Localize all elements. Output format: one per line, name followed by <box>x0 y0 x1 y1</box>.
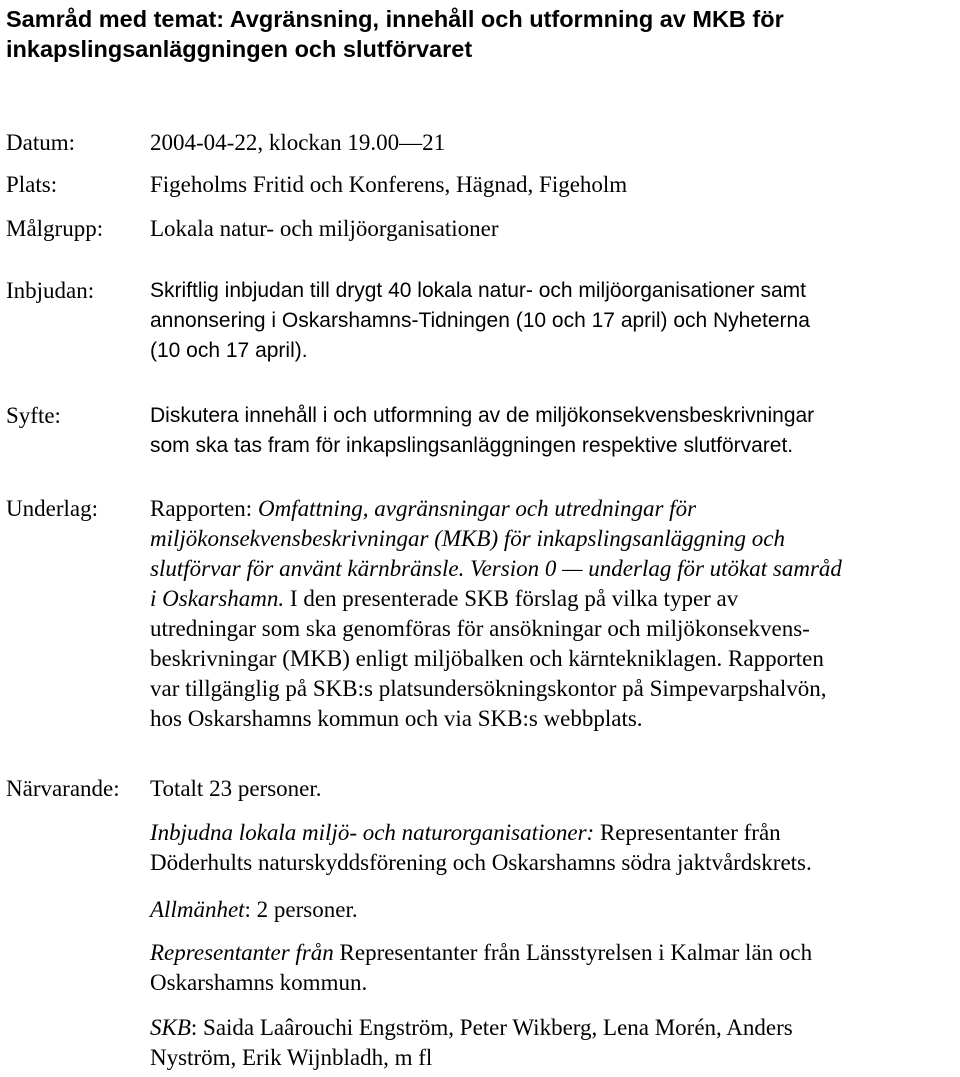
report-title: i Oskarshamn. <box>150 586 285 611</box>
attendees-skb <box>150 1013 955 1073</box>
inbjudan-line: (10 och 17 april). <box>150 339 308 362</box>
attendees-orgs <box>150 818 955 878</box>
attendees-skb-heading: SKB <box>150 1015 191 1040</box>
inbjudan-line: annonsering i Oskarshamns-Tidningen (10 och 17 april) och Nyheterna <box>150 309 810 332</box>
inbjudan-line: Skriftlig inbjudan till drygt 40 lokala natur- och miljöorganisationer samt <box>150 279 806 302</box>
report-title: Omfattning, avgränsningar och utredningar för <box>257 496 697 521</box>
document-title <box>6 4 946 64</box>
attendees-reps-text: Oskarshamns kommun. <box>150 970 368 995</box>
syfte-text <box>150 401 955 461</box>
attendees-reps <box>150 938 955 998</box>
underlag-line: utredningar som ska genomföras för ansökningar och miljökonsekvens- <box>150 616 810 641</box>
syfte-line: som ska tas fram för inkapslingsanläggningen respektive slutförvaret. <box>150 434 794 457</box>
narvarande-value: Totalt 23 personer. <box>150 776 322 801</box>
attendees-public <box>150 895 955 925</box>
attendees-skb-text: Nyström, Erik Wijnbladh, m fl <box>150 1045 433 1070</box>
attendees-skb-text: : Saida Laârouchi Engström, Peter Wikberg, Lena Morén, Anders <box>190 1015 793 1040</box>
title-line-2: inkapslingsanläggningen och slutförvaret <box>6 36 473 62</box>
underlag-label: Underlag: <box>6 496 98 521</box>
underlag-line: I den presenterade SKB förslag på vilka typer av <box>284 586 739 611</box>
underlag-line: beskrivningar (MKB) enligt miljöbalken och kärntekniklagen. Rapporten <box>150 646 824 671</box>
plats-value: Figeholms Fritid och Konferens, Hägnad, Figeholm <box>150 172 628 197</box>
attendees-public-text: : 2 personer. <box>244 897 358 922</box>
inbjudan-text <box>150 276 955 366</box>
report-title: slutförvar för använt kärnbränsle. Version 0 — underlag för utökat samråd <box>150 556 842 581</box>
malgrupp-label: Målgrupp: <box>6 216 104 241</box>
underlag-line: hos Oskarshamns kommun och via SKB:s webbplats. <box>150 706 643 731</box>
attendees-reps-text: Representanter från Länsstyrelsen i Kalmar län och <box>333 940 813 965</box>
datum-value: 2004-04-22, klockan 19.00—21 <box>150 130 446 155</box>
attendees-orgs-heading: Inbjudna lokala miljö- och naturorganisationer: <box>150 820 595 845</box>
malgrupp-value: Lokala natur- och miljöorganisationer <box>150 216 499 241</box>
narvarande-label: Närvarande: <box>6 776 120 801</box>
attendees-orgs-text: Representanter från <box>594 820 781 845</box>
title-line-1: Samråd med temat: Avgränsning, innehåll och utformning av MKB för <box>6 6 784 32</box>
underlag-line: var tillgänglig på SKB:s platsundersökningskontor på Simpevarpshalvön, <box>150 676 827 701</box>
inbjudan-label: Inbjudan: <box>6 278 95 303</box>
syfte-label: Syfte: <box>6 403 61 428</box>
attendees-public-heading: Allmänhet <box>150 897 245 922</box>
report-title: miljökonsekvensbeskrivningar (MKB) för inkapslingsanläggning och <box>150 526 785 551</box>
datum-label: Datum: <box>6 130 75 155</box>
attendees-reps-heading: Representanter från <box>150 940 334 965</box>
underlag-text <box>150 494 955 734</box>
underlag-lead: Rapporten: <box>150 496 258 521</box>
syfte-line: Diskutera innehåll i och utformning av de miljökonsekvensbeskrivningar <box>150 404 815 427</box>
attendees-orgs-text: Döderhults naturskyddsförening och Oskarshamns södra jaktvårdskrets. <box>150 850 812 875</box>
plats-label: Plats: <box>6 172 58 197</box>
